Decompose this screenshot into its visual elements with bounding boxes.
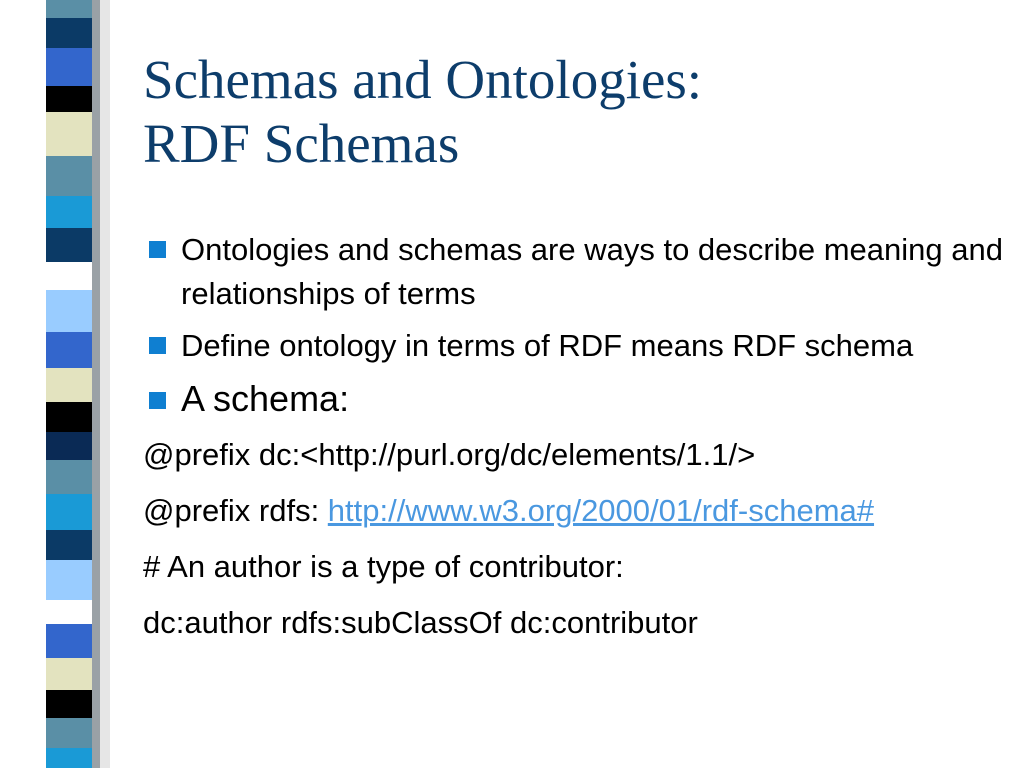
stripe-segment (46, 368, 92, 402)
stripe-segment (46, 560, 92, 600)
stripe-segment (46, 624, 92, 658)
stripe-segment (46, 262, 92, 290)
bullet-text: A schema: (181, 378, 350, 419)
stripe-segment (46, 432, 92, 460)
bullet-text: Define ontology in terms of RDF means RDF schema (181, 328, 914, 363)
stripe-segment (46, 48, 92, 86)
code-line-with-link (143, 490, 1003, 532)
stripe-segment (46, 718, 92, 748)
stripe-segment (46, 600, 92, 624)
bullet-square-icon (149, 337, 166, 354)
decorative-stripe (46, 0, 92, 768)
rdf-schema-link[interactable]: http://www.w3.org/2000/01/rdf-schema# (327, 493, 875, 528)
stripe-segment (46, 332, 92, 368)
bullet-square-icon (149, 392, 166, 409)
stripe-edge (92, 0, 100, 768)
stripe-segment (46, 460, 92, 494)
stripe-segment (46, 156, 92, 196)
bullet-item (143, 376, 1003, 422)
bullet-square-icon (149, 241, 166, 258)
stripe-segment (46, 0, 92, 18)
stripe-segment (46, 530, 92, 560)
bullet-item (143, 324, 1003, 368)
code-line: # An author is a type of contributor: (143, 549, 624, 584)
stripe-segment (46, 748, 92, 768)
slide-title (143, 48, 1003, 176)
stripe-segment (46, 290, 92, 332)
slide-body (143, 228, 1003, 658)
stripe-segment (46, 86, 92, 112)
stripe-segment (46, 658, 92, 690)
stripe-segment (46, 494, 92, 530)
stripe-segment (46, 690, 92, 718)
code-line: dc:author rdfs:subClassOf dc:contributor (143, 605, 698, 640)
stripe-shadow (100, 0, 110, 768)
code-prefix: @prefix rdfs: (143, 493, 328, 528)
bullet-text: Ontologies and schemas are ways to describe meaning and relationships of terms (181, 232, 1003, 311)
code-line: @prefix dc:<http://purl.org/dc/elements/1.1/> (143, 437, 756, 472)
stripe-segment (46, 402, 92, 432)
stripe-segment (46, 196, 92, 228)
stripe-segment (46, 18, 92, 48)
title-line-2: RDF Schemas (143, 113, 460, 174)
title-line-1: Schemas and Ontologies: (143, 49, 703, 110)
stripe-segment (46, 112, 92, 156)
stripe-segment (46, 228, 92, 262)
bullet-item (143, 228, 1003, 316)
